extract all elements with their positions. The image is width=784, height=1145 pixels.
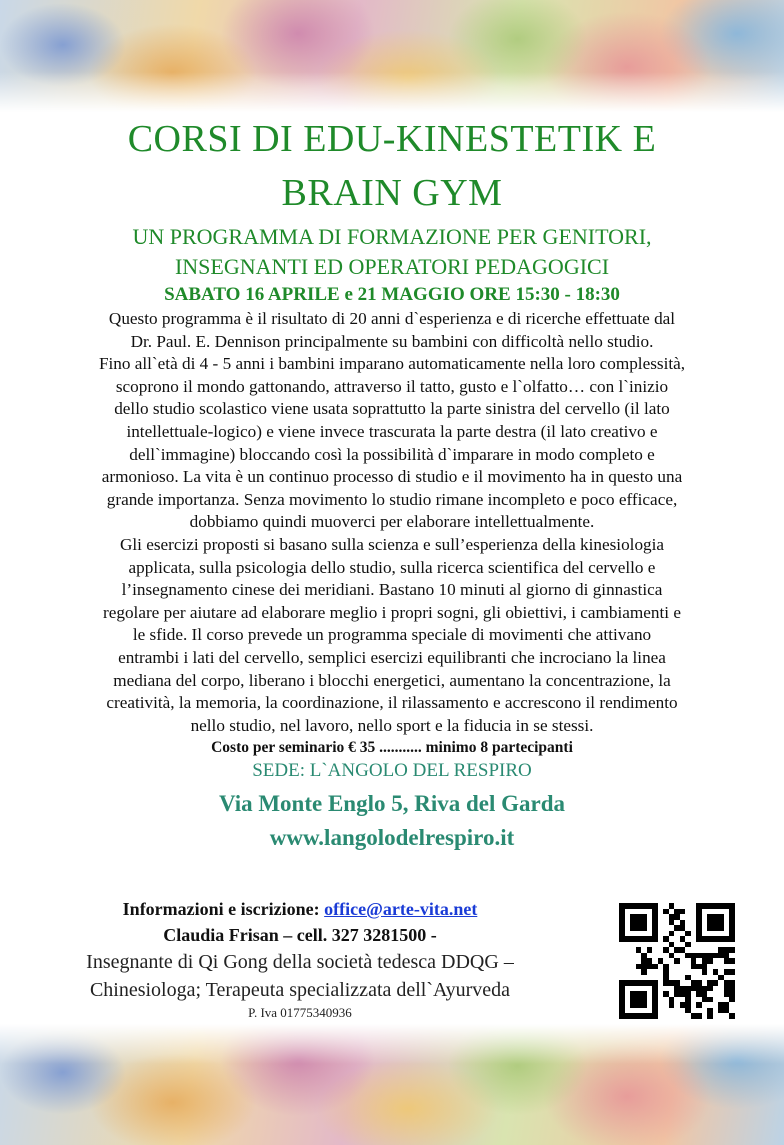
qr-module <box>685 931 691 937</box>
header-painting <box>0 0 784 112</box>
description-line: scoprono il mondo gattonando, attraverso il tatto, gusto e l`olfatto… con l`inizio <box>115 376 669 396</box>
description-line: nello studio, nel lavoro, nello sport e la fiducia in se stessi. <box>190 715 594 735</box>
description-line: Fino all`età di 4 - 5 anni i bambini imparano automaticamente nella loro complessità, <box>98 354 686 374</box>
description-line: mediana del corpo, liberano i blocchi energetici, aumentano la concentrazione, la <box>113 670 671 690</box>
qr-module <box>641 969 647 975</box>
description-line: dello studio scolastico viene usata soprattutto la parte sinistra del cervello (il lato <box>114 399 670 419</box>
qr-module <box>707 1013 713 1019</box>
qr-module <box>729 947 735 953</box>
qr-code-icon <box>619 903 735 1019</box>
contact-block <box>0 896 600 1022</box>
vat-number: P. Iva 01775340936 <box>248 1005 352 1020</box>
qr-module <box>718 925 724 931</box>
subtitle-line: INSEGNANTI ED OPERATORI PEDAGOGICI <box>174 254 610 279</box>
qr-module <box>702 969 708 975</box>
qr-module <box>707 958 713 964</box>
description-line: Gli esercizi proposti si basano sulla scienza e sull’esperienza della kinesiologia <box>119 534 665 554</box>
qr-module <box>674 958 680 964</box>
website-link[interactable]: www.langolodelrespiro.it <box>269 825 515 851</box>
info-label: Informazioni e iscrizione: <box>122 899 325 919</box>
event-dates: SABATO 16 APRILE e 21 MAGGIO ORE 15:30 - 18:30 <box>164 284 620 305</box>
qr-module <box>729 997 735 1003</box>
description <box>0 308 784 737</box>
description-line: armonioso. La vita è un continuo processo di studio e il movimento ha in questo una <box>101 467 683 487</box>
description-line: dell`immagine) bloccando così la possibilità d`imparare in modo completo e <box>129 444 655 464</box>
title-line: CORSI DI EDU-KINESTETIK E <box>127 118 657 160</box>
email-link[interactable]: office@arte-vita.net <box>324 899 478 919</box>
qr-module <box>652 936 658 942</box>
qr-module <box>729 936 735 942</box>
contact-phone: Claudia Frisan – cell. 327 3281500 - <box>163 925 437 945</box>
description-line: intellettuale-logico) e viene invece trascurata la parte destra (il lato creativo e <box>126 421 658 441</box>
description-line: regolare per aiutare ad elaborare meglio i propri sogni, gli obiettivi, i cambiamenti e <box>103 602 681 622</box>
footer-painting <box>0 1024 784 1145</box>
qualification-line: Chinesiologa; Terapeuta specializzata dell`Ayurveda <box>89 979 511 1001</box>
description-line: grande importanza. Senza movimento lo studio rimane incompleto e poco efficace, <box>106 489 678 509</box>
description-line: Dr. Paul. E. Dennison principalmente su bambini con difficoltà nello studio. <box>130 331 654 351</box>
qr-module <box>669 931 675 937</box>
description-line: entrambi i lati del cervello, semplici esercizi equilibranti che incrociano la linea <box>118 647 666 667</box>
page-title <box>0 112 784 220</box>
qr-module <box>647 947 653 953</box>
venue-name: SEDE: L`ANGOLO DEL RESPIRO <box>252 760 532 782</box>
qr-module <box>652 1013 658 1019</box>
description-line: applicata, sulla psicologia dello studio, sulla ricerca scientifica del cervello e <box>128 557 656 577</box>
qr-module <box>685 942 691 948</box>
qr-module <box>696 1013 702 1019</box>
subtitle-line: UN PROGRAMMA DI FORMAZIONE PER GENITORI, <box>132 224 652 249</box>
description-line: creatività, la memoria, la coordinazione, il rilassamento e accrescono il rendimento <box>106 693 678 713</box>
qr-module <box>707 997 713 1003</box>
qualification-line: Insegnante di Qi Gong della società tedesca DDQG – <box>86 951 514 973</box>
qr-module <box>652 964 658 970</box>
venue-address: Via Monte Englo 5, Riva del Garda <box>218 791 566 817</box>
qr-module <box>729 1013 735 1019</box>
qr-module <box>680 909 686 915</box>
qr-module <box>641 925 647 931</box>
qr-module <box>713 980 719 986</box>
qr-module <box>696 1002 702 1008</box>
description-line: dobbiamo quindi muoverci per elaborare intellettualmente. <box>189 512 595 532</box>
qr-module <box>669 1002 675 1008</box>
description-line: Questo programma è il risultato di 20 anni d`esperienza e di ricerche effettuate dal <box>108 309 676 328</box>
qualifications <box>0 948 600 1004</box>
flyer-content <box>0 112 784 854</box>
description-line: le sfide. Il corso prevede un programma speciale di movimenti che attivano <box>132 625 652 645</box>
info-line <box>0 896 600 922</box>
qr-module <box>729 969 735 975</box>
subtitle <box>0 222 784 282</box>
qr-module <box>641 1002 647 1008</box>
qr-module <box>707 986 713 992</box>
title-line: BRAIN GYM <box>281 172 503 214</box>
qr-module <box>729 958 735 964</box>
description-line: l’insegnamento cinese dei meridiani. Bastano 10 minuti al giorno di ginnastica <box>121 580 663 600</box>
cost-info: Costo per seminario € 35 ........... minimo 8 partecipanti <box>211 739 573 757</box>
